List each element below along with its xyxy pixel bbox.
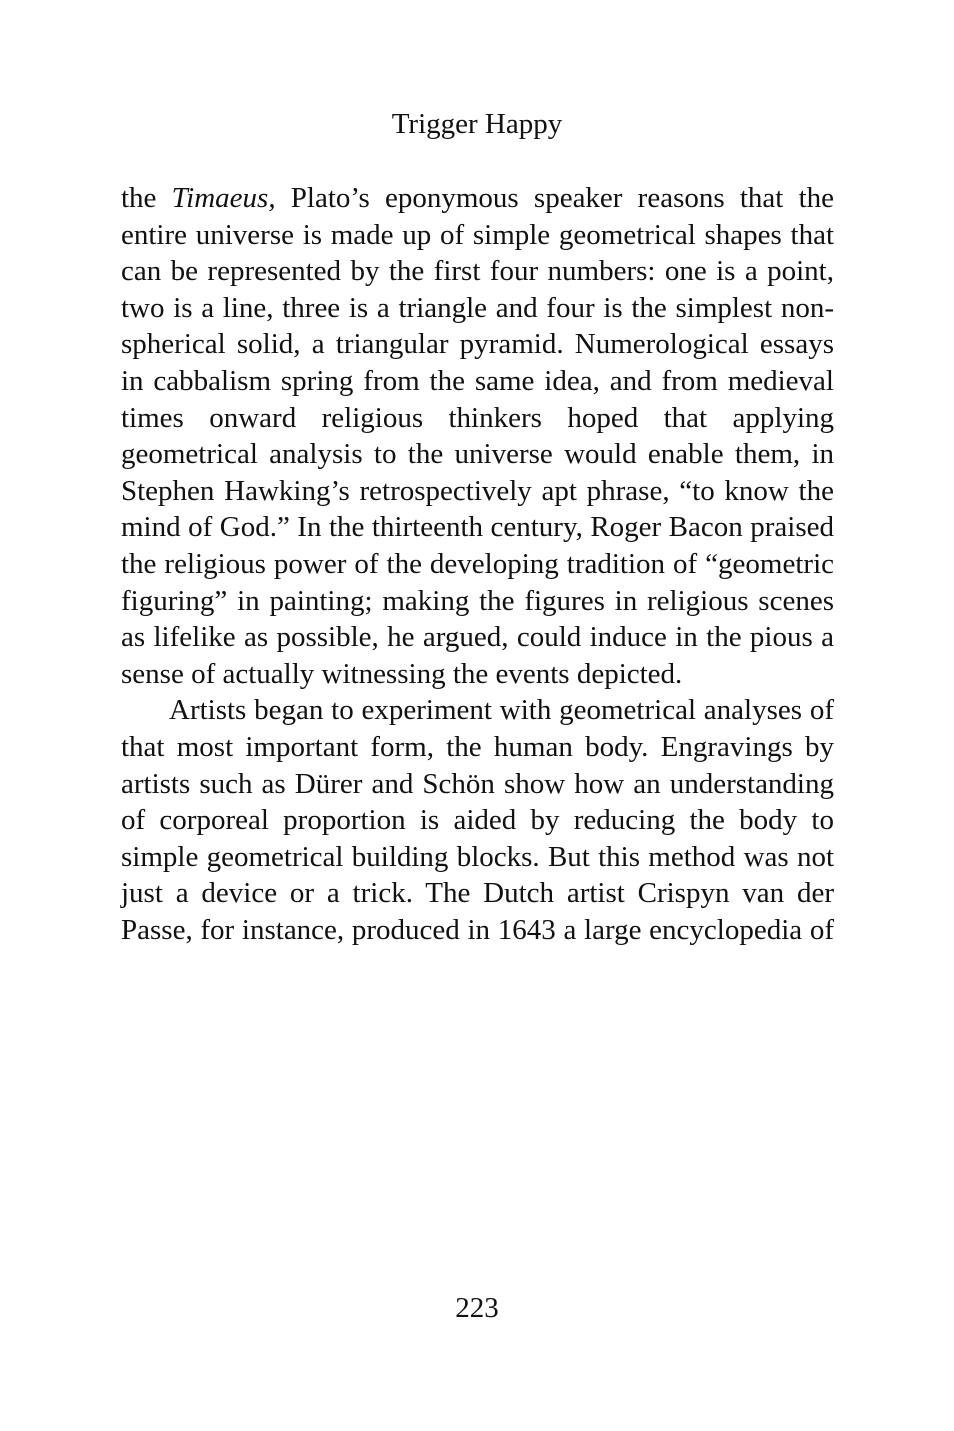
paragraph-2: Artists began to experiment with geometrical analyses of that most important form, the human body. Engravings by artists such as Dürer and Schön show how an understanding of corporeal proportion is aided by reducing the body to simple geometrical building blocks. But this method was not just a device or a trick. The Dutch artist Crispyn van der Passe, for instance, produced in 1643 a large encyclopedia of bbox=[121, 694, 834, 946]
running-head: Trigger Happy bbox=[391, 108, 563, 140]
paragraph-1 bbox=[121, 180, 834, 692]
paragraph-1-text: Plato’s eponymous speaker reasons that the entire universe is made up of simple geometrical shapes that can be represented by the first four numbers: one is a point, two is a line, three is a triangle and four is the simplest non-spherical solid, a triangular pyramid. Numerological essays in cabbalism spring from the same idea, and from medieval times onward religious thinkers hoped that applying geometrical analysis to the universe would enable them, in Stephen Hawking’s retrospectively apt phrase, “to know the mind of God.” In the thirteenth century, Roger Bacon praised the religious power of the developing tradition of “geometric figuring” in painting; making the figures in religious scenes as lifelike as possible, he argued, could induce in the pious a sense of actually witnessing the events depicted. bbox=[121, 182, 834, 690]
body-text bbox=[121, 180, 834, 948]
book-title-italic: Timaeus, bbox=[171, 182, 276, 214]
page-number: 223 bbox=[455, 1292, 499, 1324]
paragraph-1-lead: the bbox=[121, 182, 172, 214]
